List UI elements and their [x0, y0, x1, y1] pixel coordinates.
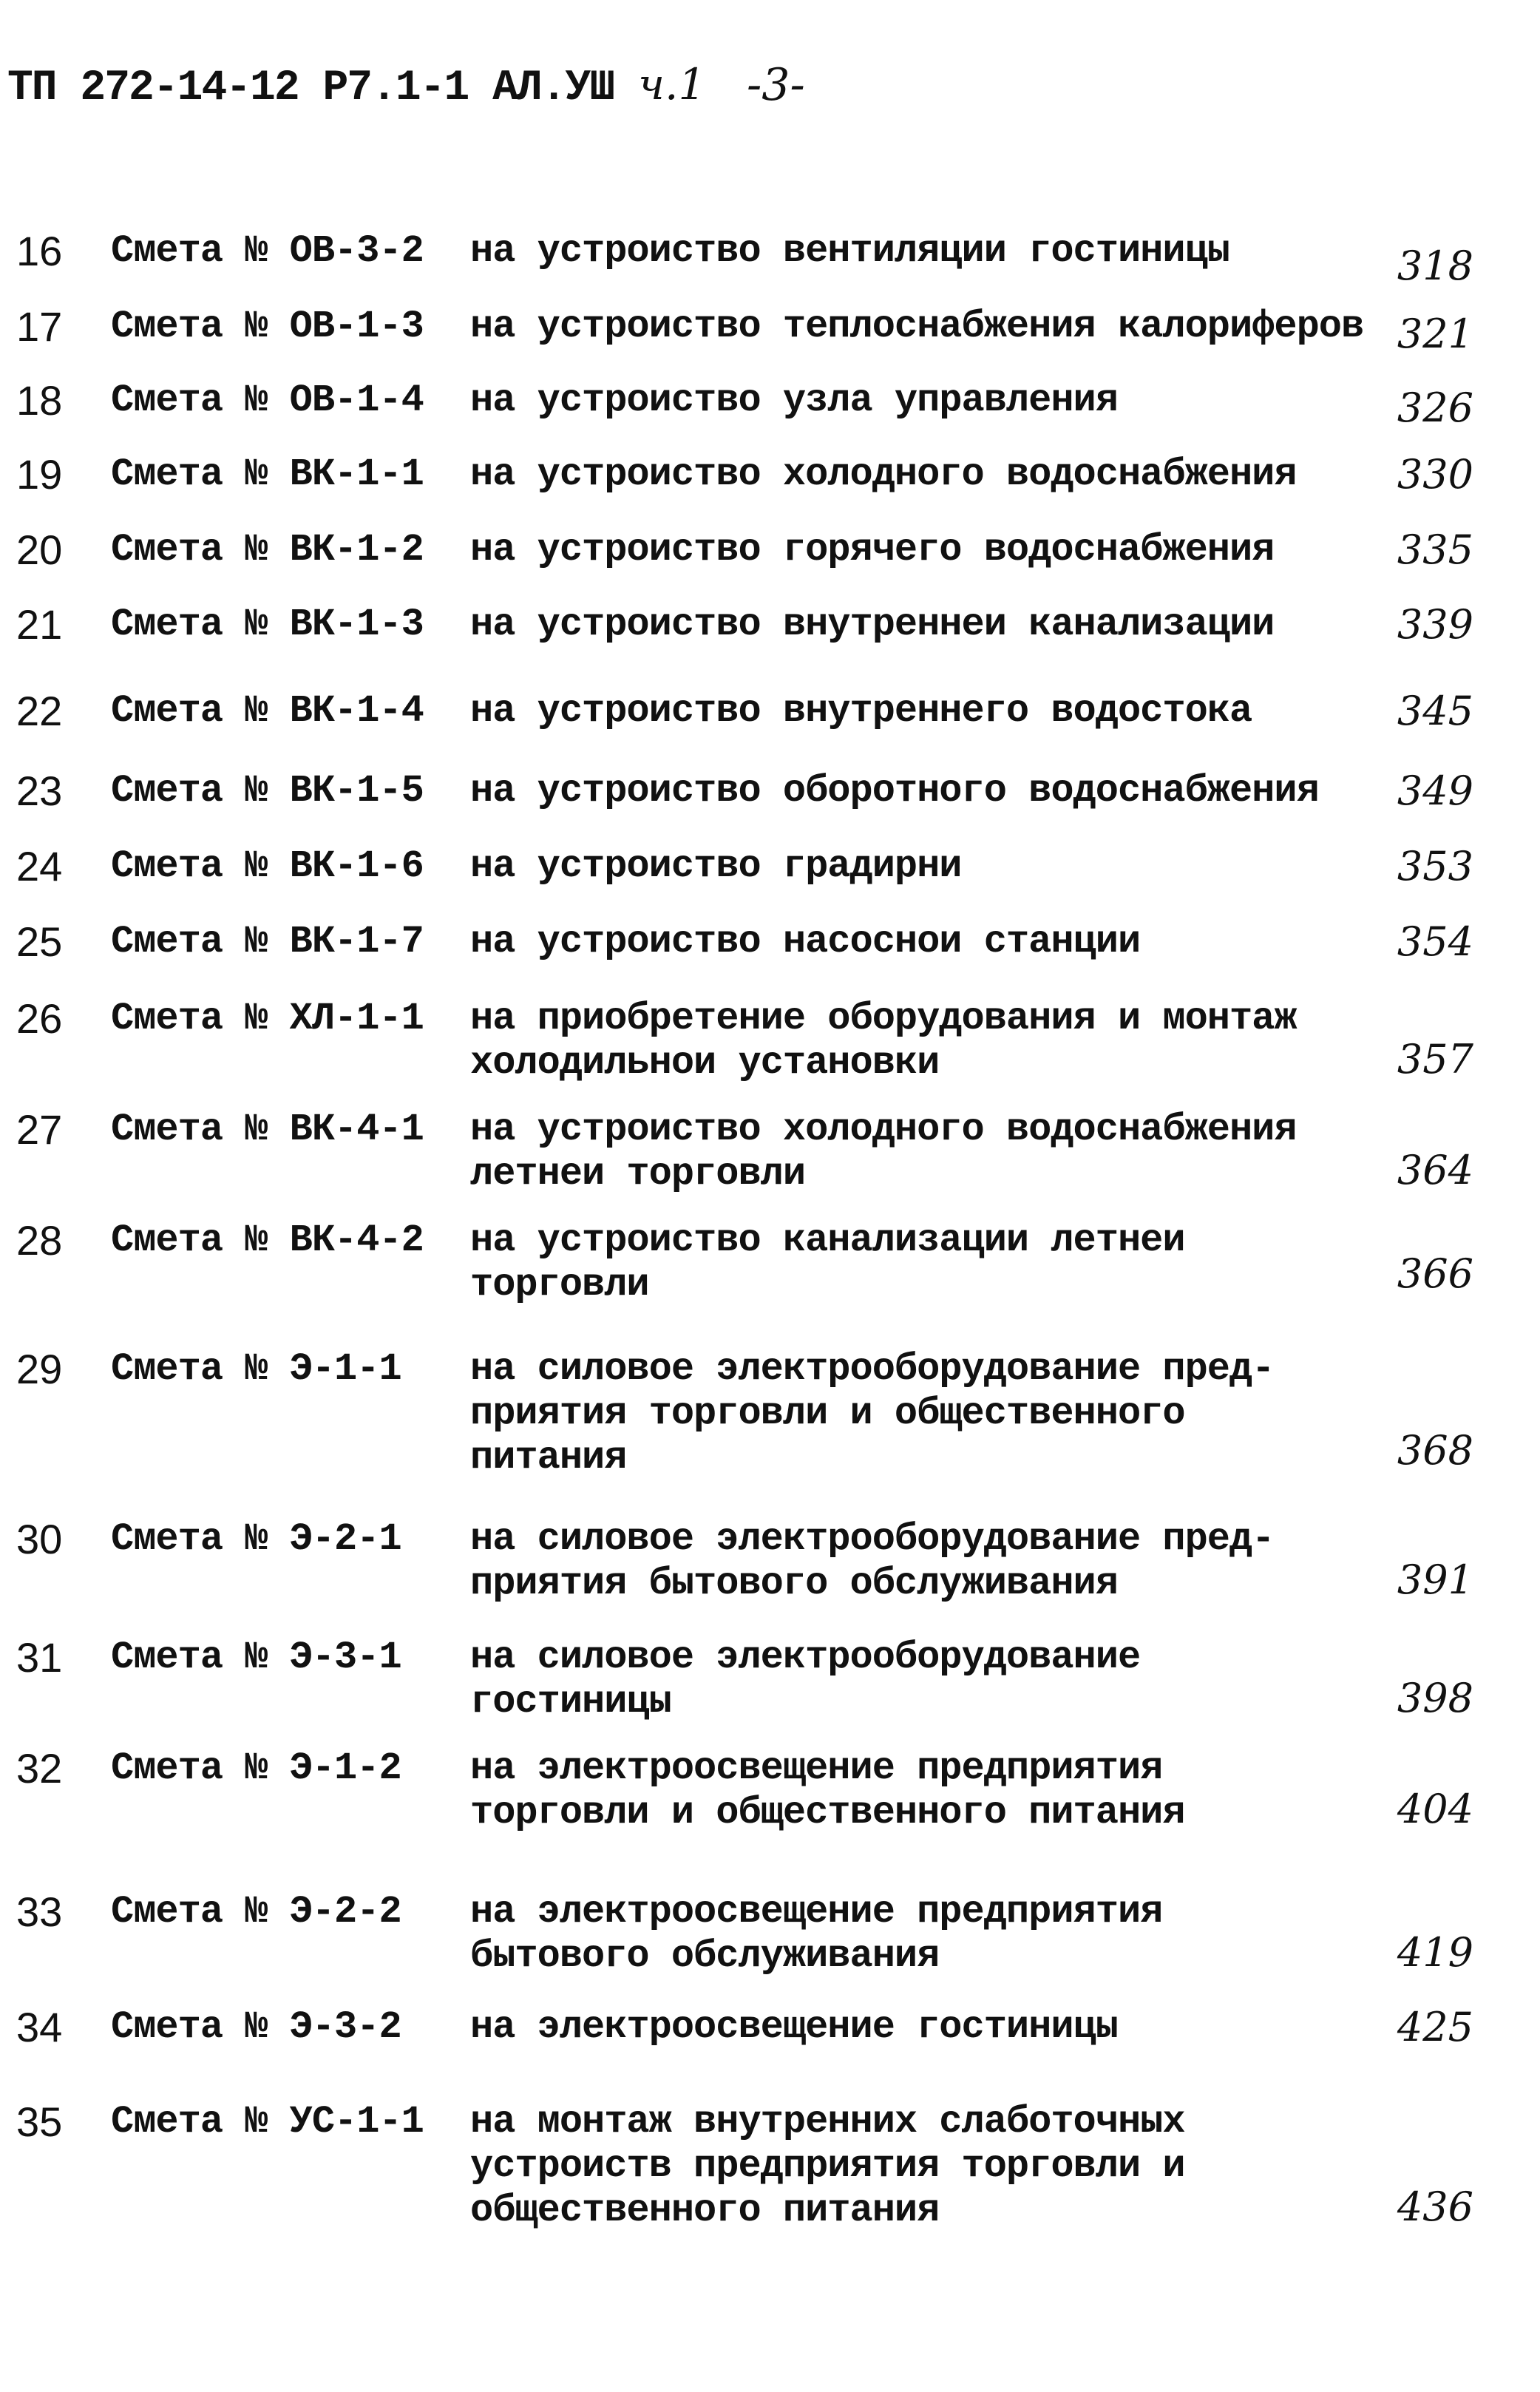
row-number: 33	[16, 1888, 63, 1935]
page-reference: 326	[1397, 384, 1473, 431]
estimate-code: Смета № ВК-1-5	[111, 769, 424, 813]
estimate-description: на устроиство узла управления	[470, 379, 1118, 422]
row-number: 20	[16, 526, 63, 573]
estimate-description: на устроиство насоснои станции	[470, 920, 1141, 963]
page-reference: 404	[1397, 1786, 1473, 1832]
page-reference: 321	[1397, 311, 1473, 357]
estimate-code: Смета № Э-3-1	[111, 1636, 401, 1679]
estimate-description: на электроосвещение предприятия бытового обслуживания	[470, 1890, 1163, 1978]
estimate-code: Смета № ВК-1-6	[111, 844, 424, 888]
row-number: 18	[16, 377, 63, 424]
estimate-description: на устроиство вентиляции гостиницы	[470, 229, 1229, 273]
estimate-description: на силовое электрооборудование пред- приятия торговли и общественного питания	[470, 1347, 1275, 1480]
page-reference: 436	[1397, 2183, 1473, 2230]
row-number: 27	[16, 1106, 63, 1153]
page-reference: 391	[1397, 1556, 1473, 1603]
row-number: 19	[16, 451, 63, 498]
estimate-code: Смета № ОВ-3-2	[111, 229, 424, 273]
doc-part: ч.1	[637, 59, 706, 109]
page-reference: 398	[1397, 1675, 1473, 1721]
estimate-code: Смета № ВК-4-1	[111, 1108, 424, 1151]
estimate-description: на приобретение оборудования и монтаж холодильнои установки	[470, 997, 1297, 1085]
estimate-description: на устроиство градирни	[470, 844, 962, 888]
document-header	[7, 59, 705, 112]
row-number: 29	[16, 1346, 63, 1392]
page-reference: 345	[1397, 688, 1473, 734]
estimate-description: на силовое электрооборудование гостиницы	[470, 1636, 1141, 1724]
estimate-code: Смета № ОВ-1-4	[111, 379, 424, 422]
estimate-description: на устроиство горячего водоснабжения	[470, 528, 1275, 572]
page-reference: 419	[1397, 1929, 1473, 1976]
row-number: 32	[16, 1745, 63, 1792]
estimate-code: Смета № Э-2-2	[111, 1890, 401, 1934]
estimate-code: Смета № Э-1-2	[111, 1746, 401, 1790]
row-number: 28	[16, 1217, 63, 1264]
row-number: 34	[16, 2004, 63, 2050]
estimate-description: на устроиство канализации летнеи торговли	[470, 1219, 1185, 1307]
estimate-code: Смета № ХЛ-1-1	[111, 997, 424, 1040]
page-reference: 366	[1397, 1250, 1473, 1297]
estimate-description: на устроиство внутреннего водостока	[470, 689, 1252, 733]
page-reference: 349	[1397, 768, 1473, 814]
estimate-description: на электроосвещение предприятия торговли и общественного питания	[470, 1746, 1185, 1834]
estimate-description: на устроиство внутреннеи канализации	[470, 603, 1275, 646]
estimate-code: Смета № Э-3-2	[111, 2005, 401, 2049]
estimate-code: Смета № Э-1-1	[111, 1347, 401, 1391]
estimate-code: Смета № ВК-1-3	[111, 603, 424, 646]
row-number: 24	[16, 843, 63, 890]
row-number: 31	[16, 1634, 63, 1681]
page-number: -3-	[747, 59, 805, 111]
page-reference: 357	[1397, 1036, 1473, 1083]
row-number: 16	[16, 228, 63, 274]
estimate-code: Смета № ВК-1-4	[111, 689, 424, 733]
page-reference: 339	[1397, 601, 1473, 648]
page-reference: 368	[1397, 1427, 1473, 1474]
estimate-code: Смета № ВК-1-7	[111, 920, 424, 963]
doc-code: ТП 272-14-12 Р7.1-1 АЛ.УШ	[7, 64, 614, 112]
page-reference: 335	[1397, 526, 1473, 573]
estimate-code: Смета № Э-2-1	[111, 1517, 401, 1561]
estimate-description: на монтаж внутренних слаботочных устроиств предприятия торговли и общественного питания	[470, 2100, 1185, 2232]
row-number: 30	[16, 1516, 63, 1562]
row-number: 21	[16, 601, 63, 648]
page-reference: 364	[1397, 1147, 1473, 1193]
page-reference: 318	[1397, 243, 1473, 289]
estimate-code: Смета № ОВ-1-3	[111, 305, 424, 348]
page-reference: 353	[1397, 843, 1473, 890]
estimate-description: на устроиство холодного водоснабжения	[470, 453, 1297, 496]
estimate-code: Смета № ВК-1-2	[111, 528, 424, 572]
page-reference: 354	[1397, 918, 1473, 965]
estimate-description: на силовое электрооборудование пред- приятия бытового обслуживания	[470, 1517, 1275, 1605]
page-reference: 330	[1397, 451, 1473, 498]
estimate-code: Смета № ВК-1-1	[111, 453, 424, 496]
estimate-code: Смета № ВК-4-2	[111, 1219, 424, 1262]
estimate-description: на устроиство оборотного водоснабжения	[470, 769, 1319, 813]
row-number: 35	[16, 2098, 63, 2145]
row-number: 17	[16, 303, 63, 350]
estimate-description: на электроосвещение гостиницы	[470, 2005, 1118, 2049]
estimate-description: на устроиство теплоснабжения калориферов	[470, 305, 1364, 348]
row-number: 23	[16, 768, 63, 814]
row-number: 25	[16, 918, 63, 965]
estimate-code: Смета № УС-1-1	[111, 2100, 424, 2144]
row-number: 22	[16, 688, 63, 734]
estimate-description: на устроиство холодного водоснабжения летнеи торговли	[470, 1108, 1297, 1196]
page-reference: 425	[1397, 2004, 1473, 2050]
row-number: 26	[16, 995, 63, 1042]
